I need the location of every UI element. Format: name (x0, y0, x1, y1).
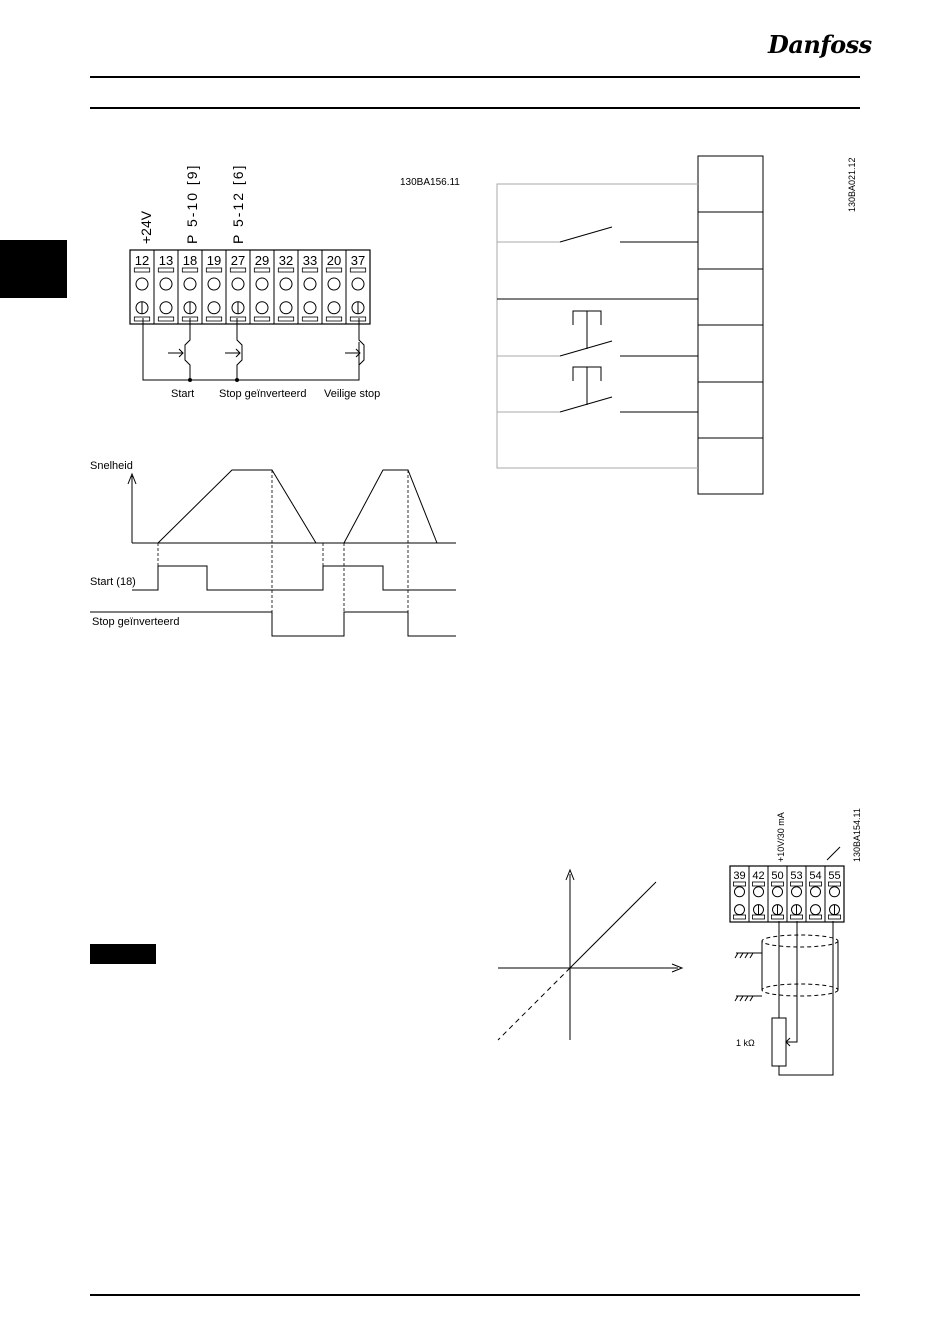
terminal-screw (754, 887, 764, 897)
terminal-clamp (208, 302, 220, 314)
terminal-label-39: 39 (733, 870, 746, 882)
supply-label: +10V/30 mA (776, 812, 786, 862)
terminal-clamp (256, 302, 268, 314)
terminal-screw (773, 887, 783, 897)
terminal-label-13: 13 (158, 253, 174, 268)
stop-junction (235, 378, 239, 382)
terminal-label-29: 29 (254, 253, 270, 268)
terminal-label-42: 42 (752, 870, 765, 882)
figure-start-stop (130, 164, 460, 400)
terminal-screw (735, 887, 745, 897)
terminal-label-20: 20 (326, 253, 342, 268)
terminal-screw (352, 278, 364, 290)
analog-figure-code: 130BA154.11 (852, 808, 862, 862)
stop-inverted-label: Stop geïnverteerd (219, 388, 307, 400)
terminal-screw (792, 887, 802, 897)
terminal-clamp (328, 302, 340, 314)
terminal-screw (136, 278, 148, 290)
resistor-label: 1 kΩ (736, 1038, 755, 1048)
timing-guides (158, 470, 408, 612)
terminal-label-33: 33 (302, 253, 318, 268)
start-stop-wires (143, 318, 364, 380)
terminal-label-27: 27 (230, 253, 246, 268)
terminal-label-55: 55 (828, 870, 841, 882)
safe-stop-label: Veilige stop (324, 388, 381, 400)
param-5-12-label: P 5-12 [6] (230, 163, 246, 244)
speed-ramp-1 (158, 470, 316, 543)
speed-ramp-2 (344, 470, 437, 543)
param-24v-label: +24V (138, 210, 154, 244)
terminal-screw (208, 278, 220, 290)
figure-analog-wiring (730, 808, 862, 1075)
stop-inverted-timing-label: Stop geïnverteerd (92, 616, 180, 628)
figure-timing (90, 460, 456, 636)
terminal-clamp (160, 302, 172, 314)
terminal-label-18: 18 (182, 253, 198, 268)
potentiometer (772, 1018, 786, 1066)
terminal-screw (811, 887, 821, 897)
terminal-clamp (304, 302, 316, 314)
switch-wires-gray (497, 184, 698, 468)
terminal-screw (256, 278, 268, 290)
param-5-10-label: P 5-10 [9] (184, 163, 200, 244)
terminal-label-37: 37 (350, 253, 366, 268)
terminal-screw (232, 278, 244, 290)
terminal-clamp (735, 905, 745, 915)
terminal-clamp (811, 905, 821, 915)
terminal-cells (134, 250, 365, 324)
terminal-screw (160, 278, 172, 290)
terminal-label-53: 53 (790, 870, 803, 882)
terminal-screw (830, 887, 840, 897)
analog-terminal-cells (733, 866, 840, 922)
danfoss-logo: Danfoss (768, 30, 872, 59)
terminal-screw (280, 278, 292, 290)
start-signal (132, 566, 456, 590)
terminal-label-32: 32 (278, 253, 294, 268)
start-18-label: Start (18) (90, 576, 136, 588)
switch-figure-code: 130BA021.12 (847, 157, 857, 212)
terminal-screw (304, 278, 316, 290)
figure-code: 130BA156.11 (400, 177, 460, 188)
start-label: Start (171, 388, 195, 400)
terminal-label-50: 50 (771, 870, 784, 882)
figure-switches (497, 156, 857, 494)
terminal-clamp (280, 302, 292, 314)
speed-label: Snelheid (90, 460, 133, 472)
switch-wires (497, 227, 698, 412)
start-junction (188, 378, 192, 382)
terminal-screw (328, 278, 340, 290)
figure-analog-graph (498, 870, 682, 1040)
terminal-screw (184, 278, 196, 290)
terminal-label-54: 54 (809, 870, 822, 882)
terminal-label-19: 19 (206, 253, 222, 268)
terminal-label-12: 12 (134, 253, 150, 268)
